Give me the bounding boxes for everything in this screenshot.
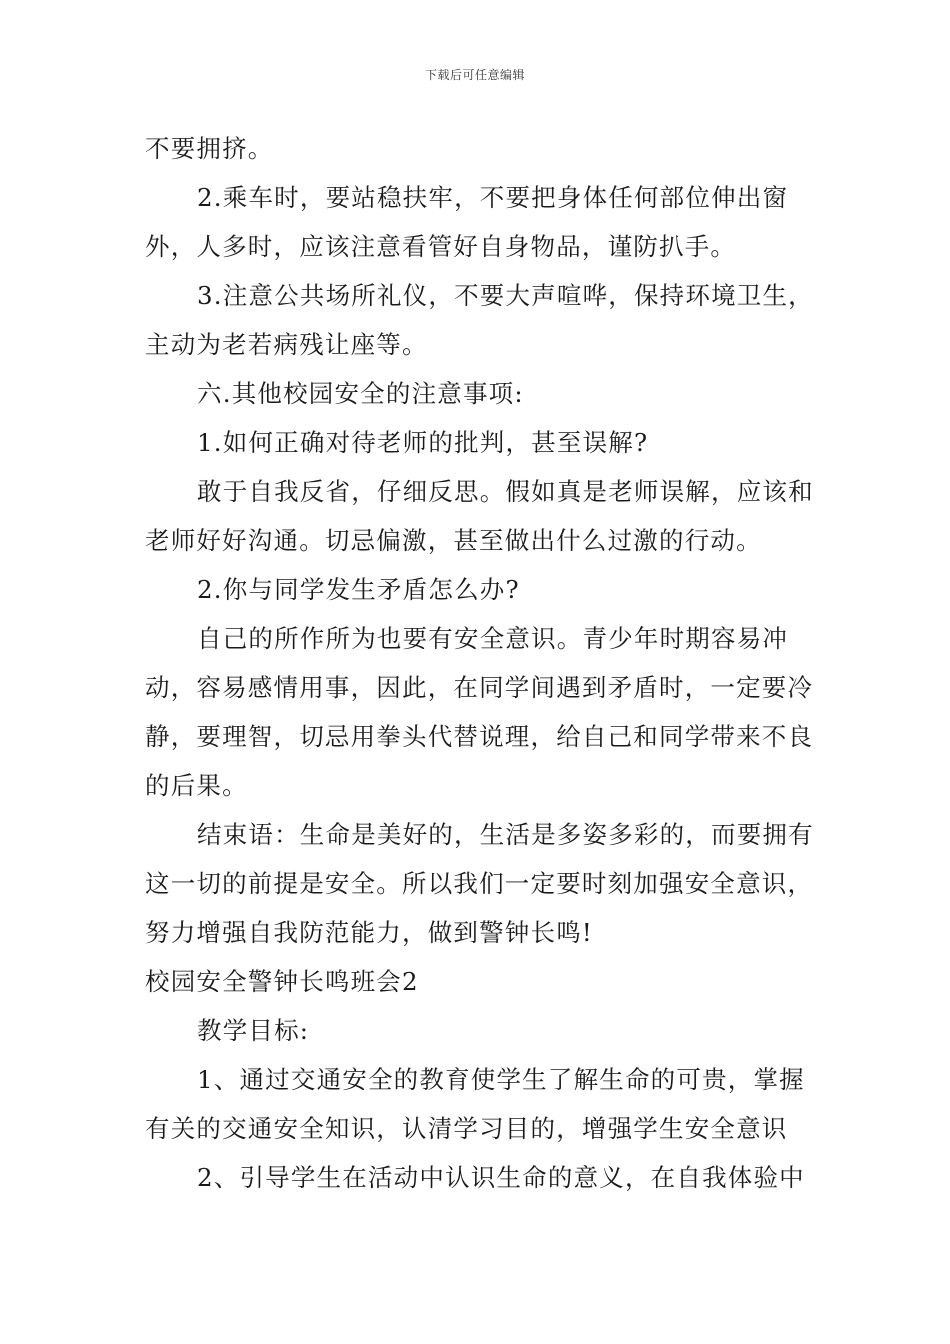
paragraph: 2.乘车时，要站稳扶牢，不要把身体任何部位伸出窗外，人多时，应该注意看管好自身物品，谨防扒手。 (145, 183, 789, 261)
list-item: 1、通过交通安全的教育使学生了解生命的可贵，掌握有关的交通安全知识，认清学习目的，增强学生安全意识 (145, 1065, 805, 1143)
document-body (145, 124, 817, 1202)
paragraph: 不要拥挤。 (145, 134, 274, 163)
paragraph: 敢于自我反省，仔细反思。假如真是老师误解，应该和老师好好沟通。切忌偏激，甚至做出什么过激的行动。 (145, 477, 814, 555)
paragraph: 3.注意公共场所礼仪，不要大声喧哗，保持环境卫生，主动为老若病残让座等。 (145, 281, 814, 359)
paragraph: 自己的所作所为也要有安全意识。青少年时期容易冲动，容易感情用事，因此，在同学间遇到矛盾时，一定要冷静，要理智，切忌用拳头代替说理，给自己和同学带来不良的后果。 (145, 624, 814, 800)
section-heading: 教学目标: (197, 1016, 310, 1045)
list-item: 2、引导学生在活动中认识生命的意义，在自我体验中 (197, 1163, 805, 1192)
conclusion: 结束语：生命是美好的，生活是多姿多彩的，而要拥有这一切的前提是安全。所以我们一定要时刻加强安全意识，努力增强自我防范能力，做到警钟长鸣! (145, 820, 814, 947)
question: 2.你与同学发生矛盾怎么办? (197, 575, 520, 604)
section-title: 校园安全警钟长鸣班会2 (145, 967, 419, 996)
download-note: 下载后可任意编辑 (424, 68, 525, 82)
question: 1.如何正确对待老师的批判，甚至误解? (197, 428, 649, 457)
section-heading: 六.其他校园安全的注意事项: (197, 379, 524, 408)
